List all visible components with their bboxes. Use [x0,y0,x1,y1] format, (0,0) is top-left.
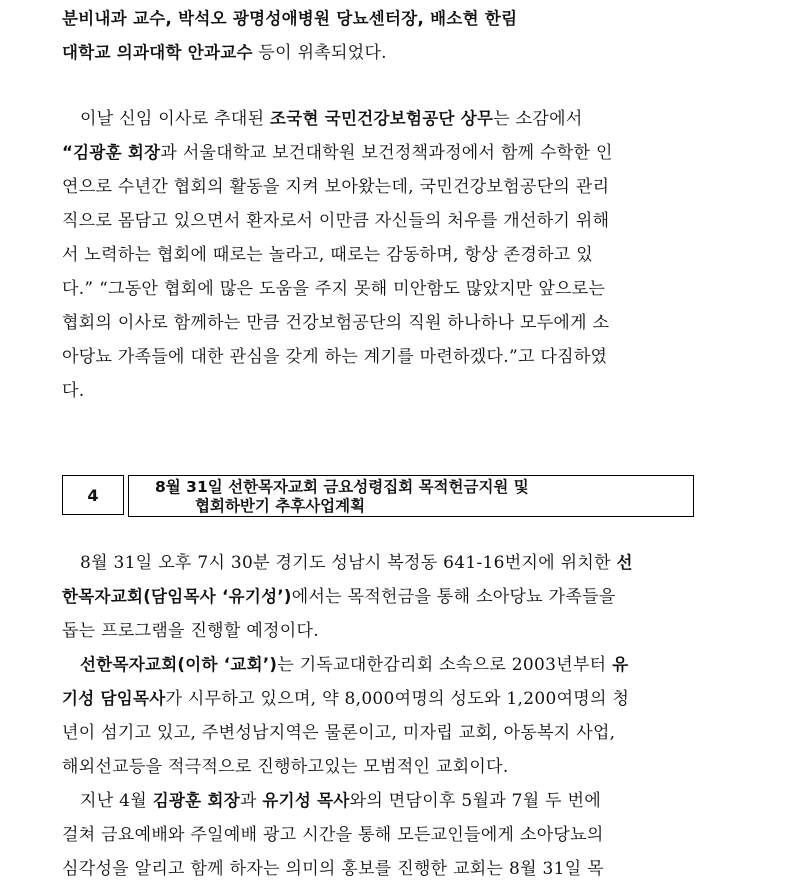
para1-text: 이날 신임 이사로 추대된 [80,109,271,129]
para3-line-3: 년이 섬기고 있고, 주변성남지역은 물론이고, 미자립 교회, 아동복지 사업, [62,723,616,743]
para1-line-5: 서 노력하는 협회에 때로는 놀라고, 때로는 감동하며, 항상 존경하고 있 [62,245,593,265]
section-title-line-1: 8월 31일 선한목자교회 금요성령집회 목적헌금지원 및 [155,478,529,496]
para4-emphasis: 김광훈 회장 [152,791,240,810]
para4-line-2: 걸쳐 금요예배와 주일예배 광고 시간을 통해 모든교인들에게 소아당뇨의 [62,825,604,845]
para3-line-1 [80,654,702,676]
para1-line-9: 다. [62,381,85,401]
section-number-box [62,475,124,515]
para3-line-2 [62,688,702,710]
para1-emphasis: 김광훈 회장 [73,143,161,162]
para2-emphasis: 선 [616,553,633,572]
para2-line-3: 돕는 프로그램을 진행할 예정이다. [62,621,319,641]
para4-line-3: 심각성을 알리고 함께 하자는 의미의 홍보를 진행한 교회는 8월 31일 목 [62,859,604,879]
para1-line-1 [80,108,702,130]
para3-line-4: 해외선교등을 적극적으로 진행하고있는 모범적인 교회이다. [62,757,509,777]
para1-line-2 [62,142,702,164]
para3-text: 가 시무하고 있으며, 약 8,000여명의 성도와 1,200여명의 청 [165,689,630,709]
para2-emphasis: 한목자교회(담임목사 ‘유기성’) [62,587,292,606]
para1-text: 과 서울대학교 보건대학원 보건정책과정에서 함께 수학한 인 [160,143,613,163]
para1-line-4: 직으로 몸담고 있으면서 환자로서 이만큼 자신들의 처우를 개선하기 위해 [62,211,610,231]
section-title-line-2: 협회하반기 추후사업계획 [195,497,366,515]
para1-text: 는 소감에서 [493,109,583,129]
para4-text: 과 [239,791,263,811]
para4-text: 와의 면담이후 5월과 7월 두 번에 [349,791,602,811]
para1-line-7: 협회의 이사로 함께하는 만큼 건강보험공단의 직원 하나하나 모두에게 소 [62,313,610,333]
intro-text: 등이 위촉되었다. [252,43,387,63]
intro-line-1-text: 분비내과 교수, 박석오 광명성애병원 당뇨센터장, 배소현 한림 [62,9,518,28]
para3-emphasis: 유 [612,655,629,674]
section-number: 4 [87,485,99,505]
para3-text: 는 기독교대한감리회 소속으로 2003년부터 [277,655,613,675]
para1-line-8: 아당뇨 가족들에 대한 관심을 갖게 하는 계기를 마련하겠다.”고 다짐하였 [62,347,608,367]
para2-line-1 [80,552,702,574]
intro-line-2 [62,42,702,64]
para2-line-2 [62,586,702,608]
para3-emphasis: 기성 담임목사 [62,689,166,708]
para1-quote-mark: “ [62,143,74,162]
intro-emphasis: 대학교 의과대학 안과교수 [62,43,253,62]
para2-text: 8월 31일 오후 7시 30분 경기도 성남시 복정동 641-16번지에 위치한 [80,553,617,573]
section-title-box [128,475,694,517]
para1-line-3: 연으로 수년간 협회의 활동을 지켜 보아왔는데, 국민건강보험공단의 관리 [62,177,610,197]
para2-text: 에서는 목적헌금을 통해 소아당뇨 가족들을 [291,587,616,607]
para4-line-1 [80,790,702,812]
para3-emphasis: 선한목자교회(이하 ‘교회’) [80,655,278,674]
para1-line-6: 다.” “그동안 협회에 많은 도움을 주지 못해 미안함도 많았지만 앞으로는 [62,279,606,299]
para4-emphasis: 유기성 목사 [262,791,350,810]
para4-text: 지난 4월 [80,791,153,811]
intro-line-1 [62,8,702,30]
para1-emphasis: 조국현 국민건강보험공단 상무 [270,109,494,128]
